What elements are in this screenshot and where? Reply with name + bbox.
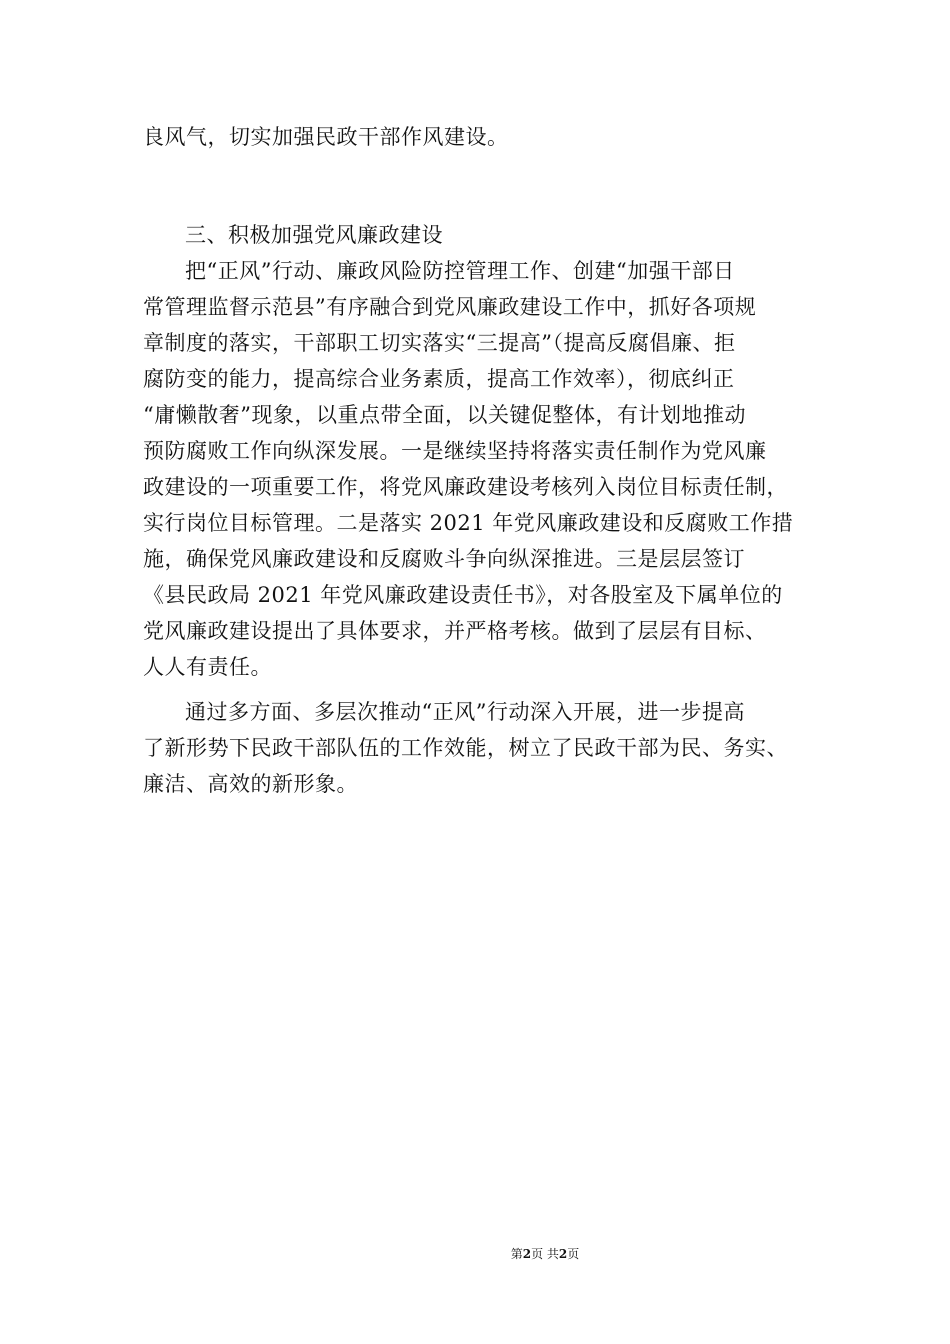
- paragraph-line: 了新形势下民政干部队伍的工作效能，树立了民政干部为民、务实、: [143, 736, 788, 760]
- section-heading: 三、积极加强党风廉政建设: [185, 223, 443, 247]
- paragraph-line: 通过多方面、多层次推动“正风”行动深入开展，进一步提高: [185, 700, 745, 724]
- paragraph-line: “庸懒散奢”现象，以重点带全面，以关键促整体，有计划地推动: [143, 403, 746, 427]
- paragraph-line: 政建设的一项重要工作，将党风廉政建设考核列入岗位目标责任制，: [143, 475, 788, 499]
- page-footer: [0, 1246, 950, 1262]
- paragraph-line: 常管理监督示范县”有序融合到党风廉政建设工作中，抓好各项规: [143, 295, 757, 319]
- paragraph-line: 把“正风”行动、廉政风险防控管理工作、创建“加强干部日: [185, 259, 735, 283]
- paragraph-line: 党风廉政建设提出了具体要求，并严格考核。做到了层层有目标、: [143, 619, 767, 643]
- paragraph-line: 预防腐败工作向纵深发展。一是继续坚持将落实责任制作为党风廉: [143, 439, 767, 463]
- footer-prefix: 第: [510, 1247, 523, 1261]
- paragraph-line: 《县民政局 2021 年党风廉政建设责任书》，对各股室及下属单位的: [143, 583, 783, 607]
- paragraph-line: 人人有责任。: [143, 655, 272, 679]
- footer-suffix: 页: [567, 1247, 580, 1261]
- paragraph-line: 廉洁、高效的新形象。: [143, 772, 358, 796]
- paragraph-line: 施，确保党风廉政建设和反腐败斗争向纵深推进。三是层层签订: [143, 547, 745, 571]
- footer-current-page: 2: [522, 1247, 532, 1261]
- paragraph-line: 腐防变的能力，提高综合业务素质，提高工作效率），彻底纠正: [143, 367, 735, 391]
- paragraph-line: 章制度的落实，干部职工切实落实“三提高”（提高反腐倡廉、拒: [143, 331, 736, 355]
- paragraph-line: 实行岗位目标管理。二是落实 2021 年党风廉政建设和反腐败工作措: [143, 511, 794, 535]
- intro-line: 良风气，切实加强民政干部作风建设。: [143, 125, 509, 149]
- footer-middle: 页 共: [531, 1247, 559, 1261]
- footer-total-pages: 2: [558, 1247, 568, 1261]
